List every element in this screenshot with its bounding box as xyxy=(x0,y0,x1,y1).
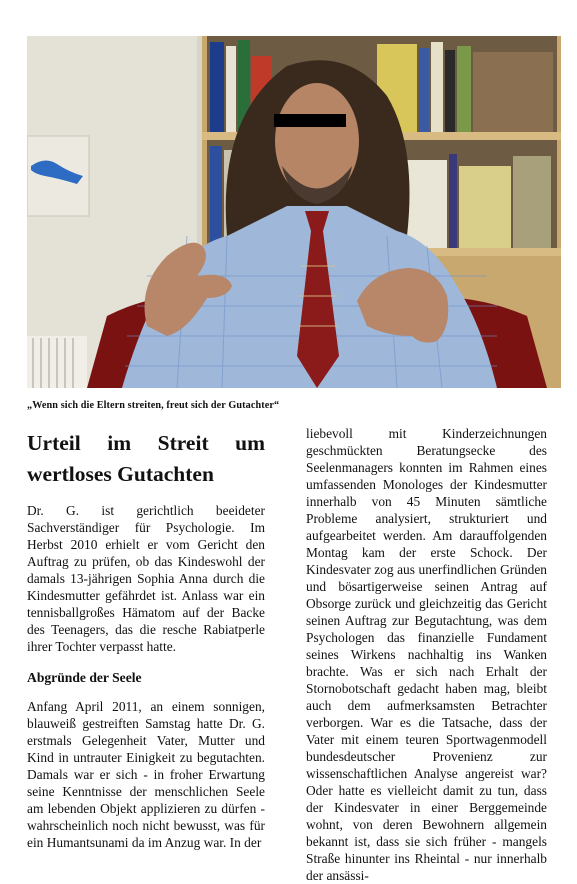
left-column xyxy=(27,428,265,851)
section-subheading: Abgründe der Seele xyxy=(27,670,142,685)
interview-photo-icon xyxy=(27,36,561,388)
body-paragraph-right: liebevoll mit Kinderzeichnungen geschmückten Beratungsecke des Seelenmanagers konnten im Rahmen eines umfassenden Monologes der Kindesmutter innerhalb von 45 Minuten sämtliche Probleme analysiert, strukturiert und aufgearbeitet werden. Am darauffolgenden Montag kam der erste Schock. Der Kindesvater zog aus unerfindlichen Gründen und bösartigerweise seinen Antrag auf Obsorge zurück und gleichzeitig das Gericht seinen Auftrag zur Begutachtung, was dem Psychologen das finanzielle Fundament seines Wirkens nachhaltig ins Wanken brachte. Was er sich nach Erhalt der Stornobotschaft gedacht haben mag, bleibt auch dem aufmerksamsten Betrachter verborgen. War es die Tatsache, dass der Vater mit einem teuren Sportwagenmodell bundesdeutscher Provenienz zur wissenschaftlichen Analyse angereist war? Oder hatte es vielleicht damit zu tun, dass der Kindesvater in einer Berggemeinde wohnt, von deren Bewohnern allgemein bekannt ist, dass sie sich früher - mangels Straße hinunter ins Rheintal - nur innerhalb der ansässi- xyxy=(306,426,547,883)
photo-caption: „Wenn sich die Eltern streiten, freut sich der Gutachter“ xyxy=(27,400,280,411)
article-headline: Urteil im Streit um wertloses Gutachten xyxy=(27,431,265,486)
intro-paragraph: Dr. G. ist gerichtlich beeideter Sachverständiger für Psychologie. Im Herbst 2010 erhielt er vom Gericht den Auftrag zu prüfen, ob das Kindeswohl der damals 13-jährigen Sophia Anna durch die Kindesmutter gefährdet ist. Anlass war ein tennisballgroßes Hämatom auf der Backe des Teenagers, das die resche Rabiatperle ihrer Tochter verpasst hatte. xyxy=(27,503,265,654)
article-photo xyxy=(27,36,561,388)
body-paragraph-left: Anfang April 2011, an einem sonnigen, blauweiß gestreiften Samstag hatte Dr. G. erstmals Gelegenheit Vater, Mutter und Kind in untrauter Einigkeit zu begutachten. Damals war er sich - in froher Erwartung seine Kenntnisse der menschlichen Seele am lebenden Objekt applizieren zu dürfen - wahrscheinlich noch nicht bewusst, was für ein Humantsunami da im Anzug war. In der xyxy=(27,699,265,850)
right-column xyxy=(306,425,547,884)
